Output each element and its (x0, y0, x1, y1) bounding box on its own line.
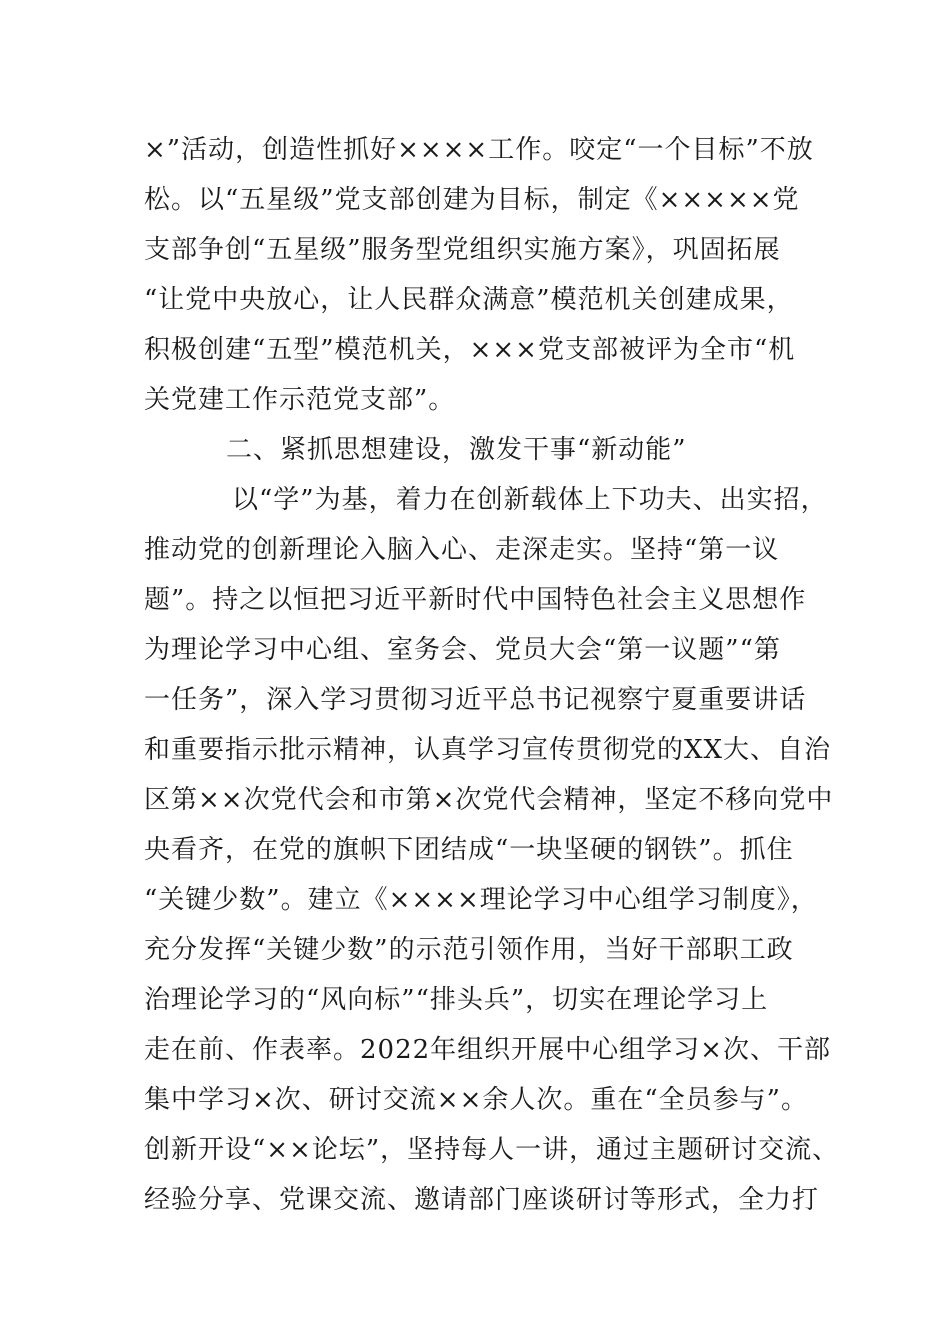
body-text-line: 创新开设“××论坛”，坚持每人一讲，通过主题研讨交流、 (144, 1135, 840, 1165)
paragraph-first-line: 以“学”为基，着力在创新载体上下功夫、出实招， (232, 485, 828, 515)
body-text-line: 走在前、作表率。2022年组织开展中心组学习×次、干部 (144, 1035, 831, 1065)
body-text-line: ×”活动，创造性抓好××××工作。咬定“一个目标”不放 (144, 135, 814, 165)
body-text-line: 题”。持之以恒把习近平新时代中国特色社会主义思想作 (144, 585, 807, 615)
body-text-line: “关键少数”。建立《××××理论学习中心组学习制度》， (144, 885, 818, 915)
body-text-line: 和重要指示批示精神，认真学习宣传贯彻党的XX大、自治 (144, 735, 832, 765)
body-text-line: 推动党的创新理论入脑入心、走深走实。坚持“第一议 (144, 535, 780, 565)
section-heading: 二、紧抓思想建设，激发干事“新动能” (226, 435, 687, 465)
body-text-line: 松。以“五星级”党支部创建为目标，制定《×××××党 (144, 185, 800, 215)
body-text-line: 区第××次党代会和市第×次党代会精神，坚定不移向党中 (144, 785, 834, 815)
body-text-line: 集中学习×次、研讨交流××余人次。重在“全员参与”。 (144, 1085, 808, 1115)
body-text-line: 央看齐，在党的旗帜下团结成“一块坚硬的钢铁”。抓住 (144, 835, 794, 865)
body-text-line: 支部争创“五星级”服务型党组织实施方案》，巩固拓展 (144, 235, 781, 265)
body-text-line: “让党中央放心，让人民群众满意”模范机关创建成果， (144, 285, 794, 315)
body-text-line: 治理论学习的“风向标”“排头兵”，切实在理论学习上 (144, 985, 769, 1015)
body-text-line: 经验分享、党课交流、邀请部门座谈研讨等形式，全力打 (144, 1185, 820, 1215)
body-text-line: 一任务”，深入学习贯彻习近平总书记视察宁夏重要讲话 (144, 685, 807, 715)
body-text-line: 积极创建“五型”模范机关，×××党支部被评为全市“机 (144, 335, 796, 365)
body-text-line: 关党建工作示范党支部”。 (144, 385, 456, 415)
body-text-line: 为理论学习中心组、室务会、党员大会“第一议题”“第 (144, 635, 781, 665)
body-text-line: 充分发挥“关键少数”的示范引领作用，当好干部职工政 (144, 935, 794, 965)
